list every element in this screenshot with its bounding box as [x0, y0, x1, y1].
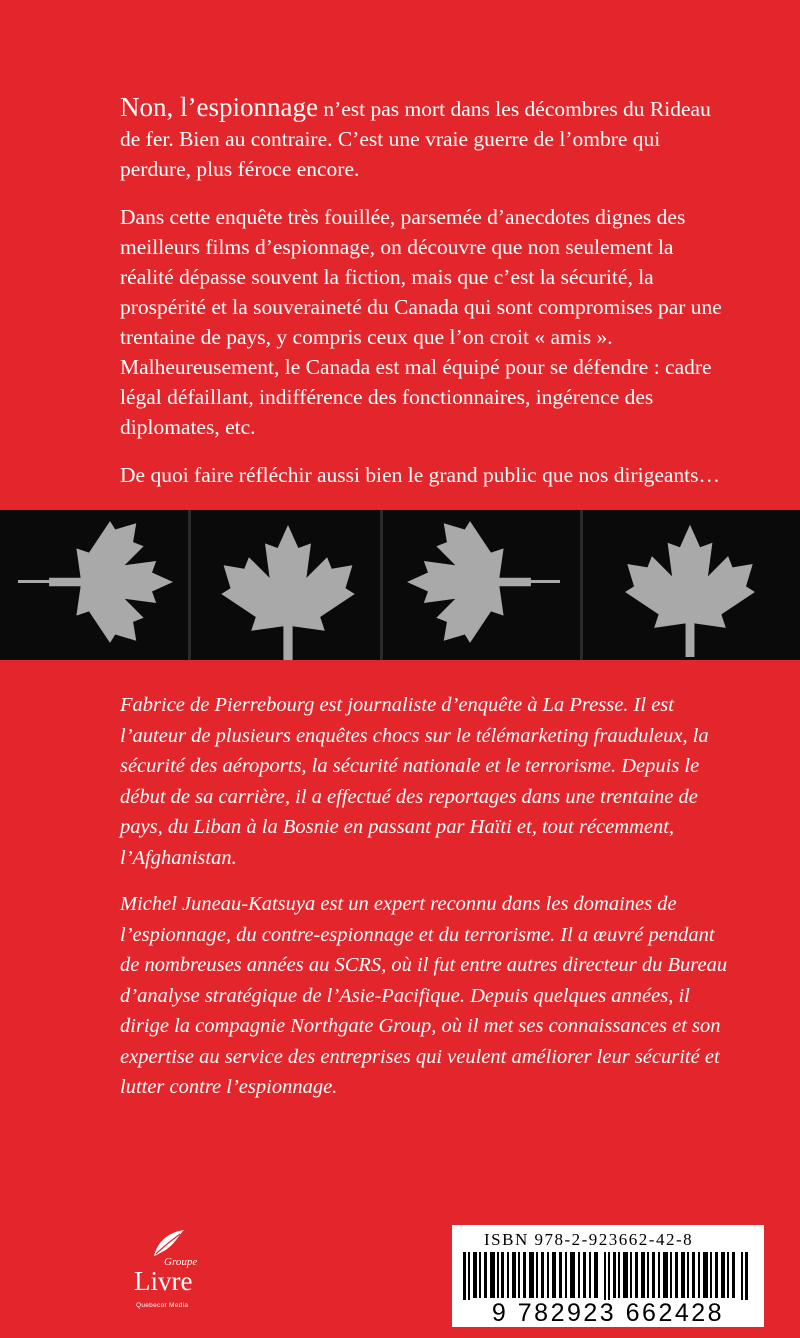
maple-leaf-icon [221, 525, 354, 660]
blurb [120, 92, 730, 508]
leaf-stem [18, 580, 58, 583]
blurb-paragraph-2: Dans cette enquête très fouillée, parsemée d’anecdotes dignes des meilleurs films d’espionnage, on découvre que non seulement la réalité dépasse souvent la fiction, mais que c’est la sécurité, la prospérité et la souveraineté du Canada qui sont compromises par une trentaine de pays, y compris ceux que l’on croit « amis ». Malheureusement, le Canada est mal équipé pour se défendre : cadre légal défaillant, indifférence des fonctionnaires, ingérence des diplomates, etc. [120, 205, 722, 439]
strip-divider [188, 510, 191, 660]
maple-leaf-icon [49, 521, 173, 643]
blurb-p1-rest: n’est pas mort dans les décombres du Rideau de fer. Bien au contraire. C’est une vraie guerre de l’ombre qui perdure, plus féroce encore. [120, 97, 711, 181]
barcode-digits: 9 782923 662428 [452, 1300, 764, 1326]
isbn-label: ISBN 978-2-923662-42-8 [484, 1230, 694, 1249]
publisher-sub: Quebecor Media [136, 1302, 189, 1309]
publisher-logo [130, 1228, 210, 1318]
maple-leaf-strip-graphic [0, 510, 800, 660]
strip-divider [380, 510, 383, 660]
maple-leaf-icon [625, 525, 755, 657]
leaf-stem [520, 580, 560, 583]
blurb-lead: Non, l’espionnage [120, 92, 318, 122]
author-bio-1: Fabrice de Pierrebourg est journaliste d’enquête à La Presse. Il est l’auteur de plusieurs enquêtes chocs sur le télémarketing frauduleux, la sécurité des aéroports, la sécurité nationale et le terrorisme. Depuis le début de sa carrière, il a effectué des reportages dans une trentaine de pays, du Liban à la Bosnie en passant par Haïti et, tout récemment, l’Afghanistan. [120, 694, 709, 869]
author-bios [120, 690, 735, 1119]
strip-divider [580, 510, 583, 660]
publisher-groupe: Groupe [164, 1256, 198, 1268]
barcode-icon [463, 1252, 753, 1302]
maple-leaf-icon [407, 521, 531, 643]
blurb-paragraph-1 [120, 92, 730, 184]
leaf-icon [152, 1228, 186, 1258]
publisher-livre: Livre [134, 1266, 193, 1296]
blurb-paragraph-3: De quoi faire réfléchir aussi bien le grand public que nos dirigeants… [120, 463, 721, 487]
author-bio-2: Michel Juneau-Katsuya est un expert reconnu dans les domaines de l’espionnage, du contre-espionnage et du terrorisme. Il a œuvré pendant de nombreuses années au SCRS, où il fut entre autres directeur du Bureau d’analyse stratégique de l’Asie-Pacifique. Depuis quelques années, il dirige la compagnie Northgate Group, où il met ses connaissances et son expertise au service des entreprises qui veulent améliorer leur sécurité et lutter contre l’espionnage. [120, 893, 728, 1098]
maple-leaf-strip [0, 510, 800, 660]
